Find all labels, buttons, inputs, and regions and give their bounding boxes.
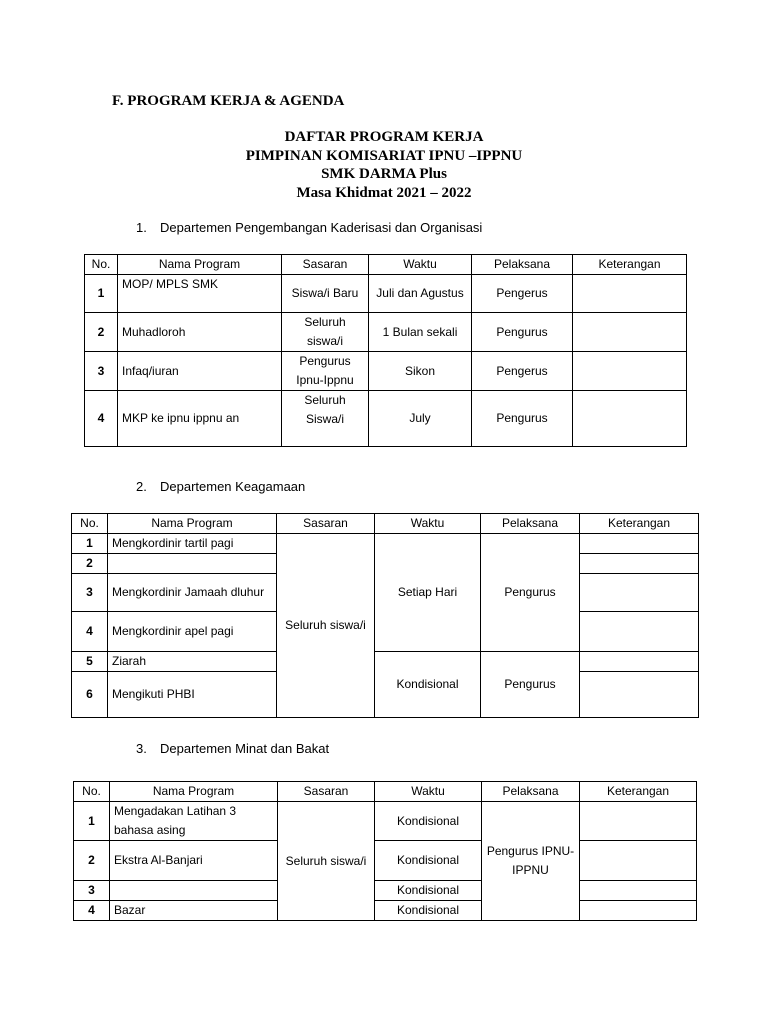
row-program: Mengikuti PHBI [108,672,277,718]
col-program: Nama Program [118,255,282,275]
merged-waktu-b: Kondisional [375,652,481,718]
dept3-number: 3. [136,741,147,756]
row-no: 5 [72,652,108,672]
row-pelaksana: Pengurus [472,391,573,447]
row-no: 4 [85,391,118,447]
row-sasaran: Seluruh Siswa/i [282,391,369,447]
row-program: Mengkordinir Jamaah dluhur [108,574,277,612]
col-no: No. [85,255,118,275]
row-keterangan [573,391,687,447]
row-program: Mengkordinir apel pagi [108,612,277,652]
col-pelaksana: Pelaksana [482,782,580,802]
row-program: Mengkordinir tartil pagi [108,534,277,554]
row-keterangan [580,554,699,574]
row-program: Ekstra Al-Banjari [110,841,278,881]
col-keterangan: Keterangan [580,514,699,534]
row-waktu: Kondisional [375,841,482,881]
title-line-3: SMK DARMA Plus [321,166,447,182]
table-row [85,275,687,313]
row-program: Bazar [110,901,278,921]
dept3-header-row [74,782,697,802]
row-keterangan [580,841,697,881]
row-no: 3 [74,881,110,901]
row-no: 4 [74,901,110,921]
row-pelaksana: Pengurus [472,313,573,352]
merged-sasaran: Seluruh siswa/i [278,802,375,921]
col-sasaran: Sasaran [277,514,375,534]
row-waktu: Sikon [369,352,472,391]
row-program: Mengadakan Latihan 3 bahasa asing [110,802,278,841]
title-line-2: PIMPINAN KOMISARIAT IPNU –IPPNU [245,148,523,164]
col-waktu: Waktu [375,514,481,534]
merged-waktu-a: Setiap Hari [375,534,481,652]
row-program: Muhadloroh [118,313,282,352]
row-keterangan [580,652,699,672]
row-no: 2 [72,554,108,574]
merged-sasaran: Seluruh siswa/i [277,534,375,718]
table-row [72,652,699,672]
table-row [85,391,687,447]
dept1-heading [136,220,482,235]
row-keterangan [580,881,697,901]
col-program: Nama Program [110,782,278,802]
row-pelaksana: Pengerus [472,275,573,313]
dept2-number: 2. [136,479,147,494]
dept1-title: Departemen Pengembangan Kaderisasi dan Organisasi [160,220,483,235]
dept3-heading [136,741,329,756]
col-keterangan: Keterangan [573,255,687,275]
row-waktu: 1 Bulan sekali [369,313,472,352]
row-keterangan [580,574,699,612]
section-heading: F. PROGRAM KERJA & AGENDA [112,93,345,109]
col-no: No. [72,514,108,534]
col-pelaksana: Pelaksana [481,514,580,534]
dept1-number: 1. [136,220,147,235]
row-sasaran: Pengurus Ipnu-Ippnu [282,352,369,391]
row-waktu: July [369,391,472,447]
col-keterangan: Keterangan [580,782,697,802]
table-row [74,901,697,921]
row-keterangan [573,352,687,391]
col-no: No. [74,782,110,802]
dept3-table [73,781,697,921]
table-row [72,534,699,554]
row-keterangan [573,275,687,313]
row-keterangan [580,612,699,652]
row-waktu: Kondisional [375,881,482,901]
table-row [74,802,697,841]
row-no: 3 [72,574,108,612]
merged-pelaksana-a: Pengurus [481,534,580,652]
dept2-title: Departemen Keagamaan [160,479,306,494]
title-line-4: Masa Khidmat 2021 – 2022 [296,185,472,201]
col-program: Nama Program [108,514,277,534]
row-no: 1 [74,802,110,841]
col-sasaran: Sasaran [278,782,375,802]
dept2-table [71,513,699,718]
row-program: MOP/ MPLS SMK [118,275,282,313]
row-no: 3 [85,352,118,391]
col-waktu: Waktu [375,782,482,802]
merged-pelaksana-b: Pengurus [481,652,580,718]
table-row [74,881,697,901]
dept3-title: Departemen Minat dan Bakat [160,741,330,756]
dept2-header-row [72,514,699,534]
row-keterangan [573,313,687,352]
row-keterangan [580,901,697,921]
merged-pelaksana: Pengurus IPNU-IPPNU [482,802,580,921]
table-row [85,313,687,352]
table-row [85,352,687,391]
row-program: Infaq/iuran [118,352,282,391]
row-no: 2 [74,841,110,881]
dept1-table [84,254,687,447]
row-keterangan [580,802,697,841]
row-keterangan [580,534,699,554]
col-pelaksana: Pelaksana [472,255,573,275]
row-program [108,554,277,574]
row-sasaran: Siswa/i Baru [282,275,369,313]
col-waktu: Waktu [369,255,472,275]
row-no: 4 [72,612,108,652]
row-no: 2 [85,313,118,352]
row-waktu: Kondisional [375,901,482,921]
row-waktu: Kondisional [375,802,482,841]
row-no: 6 [72,672,108,718]
col-sasaran: Sasaran [282,255,369,275]
row-program: Ziarah [108,652,277,672]
row-waktu: Juli dan Agustus [369,275,472,313]
row-no: 1 [72,534,108,554]
row-program: MKP ke ipnu ippnu an [118,391,282,447]
title-line-1: DAFTAR PROGRAM KERJA [284,129,484,145]
row-program [110,881,278,901]
row-sasaran: Seluruh siswa/i [282,313,369,352]
row-no: 1 [85,275,118,313]
row-keterangan [580,672,699,718]
row-pelaksana: Pengerus [472,352,573,391]
table-row [74,841,697,881]
dept2-heading [136,479,305,494]
dept1-header-row [85,255,687,275]
